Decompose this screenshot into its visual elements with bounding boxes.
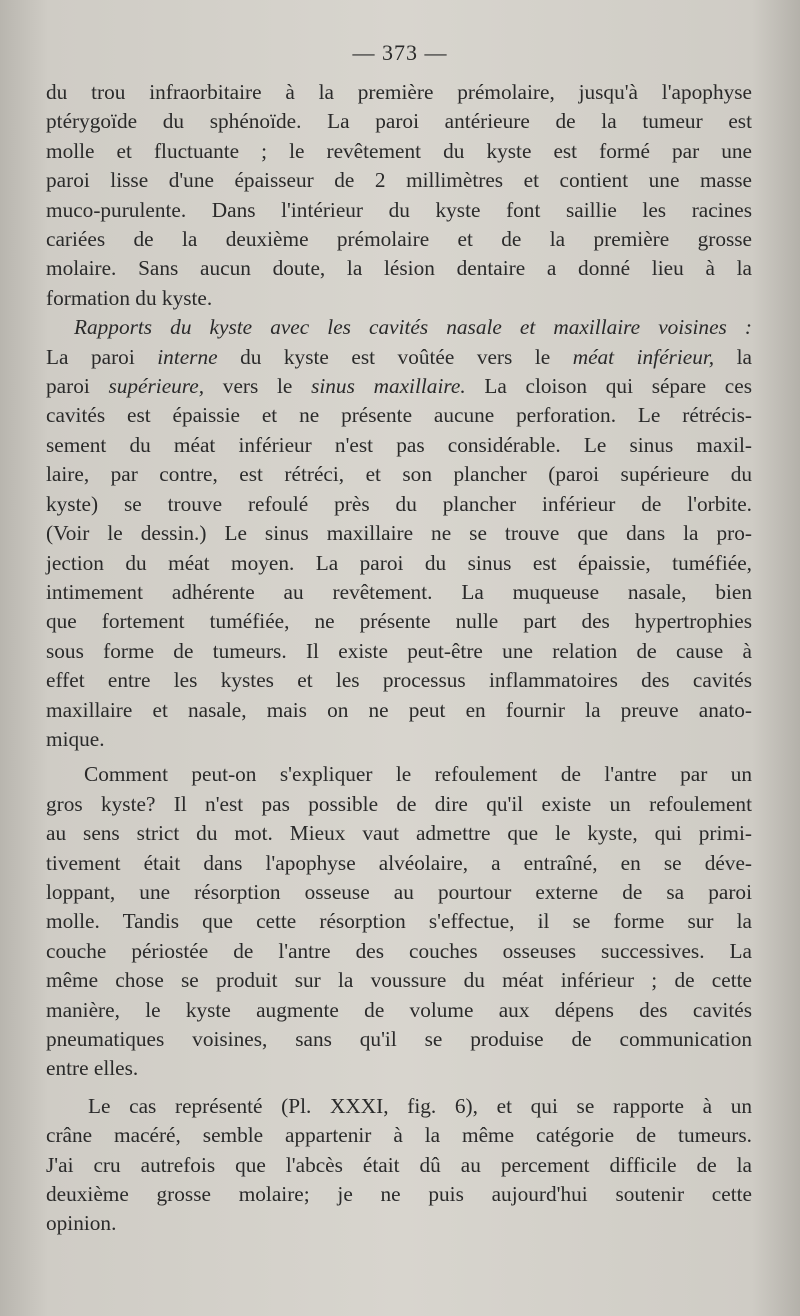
italic-heading-line xyxy=(46,313,752,342)
text-line: tivement était dans l'apophyse alvéolaire, a entraîné, en se déve- xyxy=(46,850,752,875)
text-line: formation du kyste. xyxy=(46,285,213,310)
italic-heading: Rapports du kyste avec les cavités nasale et maxillaire voisines : xyxy=(74,315,752,340)
text-line: manière, le kyste augmente de volume aux dépens des cavités xyxy=(46,997,752,1022)
text-line: même chose se produit sur la voussure du méat inférieur ; de cette xyxy=(46,968,752,993)
text-line: au sens strict du mot. Mieux vaut admettre que le kyste, qui primi- xyxy=(46,821,752,846)
text-line: sous forme de tumeurs. Il existe peut-être une relation de cause à xyxy=(46,638,752,663)
text-line: opinion. xyxy=(46,1211,117,1236)
text-line: (Voir le dessin.) Le sinus maxillaire ne se trouve que dans la pro- xyxy=(46,521,752,546)
text-line: sement du méat inférieur n'est pas considérable. Le sinus maxil- xyxy=(46,432,752,457)
text-line: molle et fluctuante ; le revêtement du kyste est formé par une xyxy=(46,138,752,163)
text-line: deuxième grosse molaire; je ne puis aujourd'hui soutenir cette xyxy=(46,1182,752,1207)
paragraph-3 xyxy=(46,760,752,1083)
page-number: — 373 — xyxy=(352,40,448,65)
text-line: molle. Tandis que cette résorption s'effectue, il se forme sur la xyxy=(46,909,752,934)
text-line: Le cas représenté (Pl. XXXI, fig. 6), et qui se rapporte à un xyxy=(88,1093,752,1118)
text-segment: du kyste est voûtée vers le xyxy=(217,344,573,369)
text-line: molaire. Sans aucun doute, la lésion dentaire a donné lieu à la xyxy=(46,256,752,281)
text-line: cavités est épaissie et ne présente aucune perforation. Le rétrécis- xyxy=(46,403,752,428)
text-line: J'ai cru autrefois que l'abcès était dû au percement difficile de la xyxy=(46,1152,752,1177)
text-line: crâne macéré, semble appartenir à la même catégorie de tumeurs. xyxy=(46,1123,752,1148)
text-line: gros kyste? Il n'est pas possible de dire qu'il existe un refoulement xyxy=(46,791,752,816)
text-segment: la xyxy=(714,344,752,369)
text-line: kyste) se trouve refoulé près du plancher inférieur de l'orbite. xyxy=(46,491,752,516)
text-line: couche périostée de l'antre des couches osseuses successives. La xyxy=(46,938,752,963)
italic-term: interne xyxy=(157,344,218,369)
italic-term: méat inférieur, xyxy=(572,344,715,369)
italic-term: supérieure, xyxy=(108,374,205,399)
text-line: effet entre les kystes et les processus inflammatoires des cavités xyxy=(46,668,752,693)
text-line: entre elles. xyxy=(46,1056,139,1081)
body-text xyxy=(46,78,752,1239)
text-line: maxillaire et nasale, mais on ne peut en fournir la preuve anato- xyxy=(46,697,752,722)
text-line: du trou infraorbitaire à la première prémolaire, jusqu'à l'apophyse xyxy=(46,80,752,104)
text-line xyxy=(46,343,752,372)
text-segment: vers le xyxy=(204,374,312,399)
text-line: paroi lisse d'une épaisseur de 2 millimètres et contient une masse xyxy=(46,168,752,193)
italic-term: sinus maxillaire. xyxy=(311,374,466,399)
text-segment: La paroi xyxy=(46,344,158,369)
text-line: intimement adhérente au revêtement. La muqueuse nasale, bien xyxy=(46,579,752,604)
text-segment: La cloison qui sépare ces xyxy=(465,374,752,399)
text-line: loppant, une résorption osseuse au pourtour externe de sa paroi xyxy=(46,879,752,904)
text-line: laire, par contre, est rétréci, et son plancher (paroi supérieure du xyxy=(46,462,752,487)
text-line: muco-purulente. Dans l'intérieur du kyste font saillie les racines xyxy=(46,197,752,222)
paragraph-4 xyxy=(46,1092,752,1239)
text-line: ptérygoïde du sphénoïde. La paroi antérieure de la tumeur est xyxy=(46,109,752,134)
text-line xyxy=(46,372,752,401)
text-line: Comment peut-on s'expliquer le refoulement de l'antre par un xyxy=(84,762,752,787)
text-segment: paroi xyxy=(46,374,109,399)
text-line: jection du méat moyen. La paroi du sinus est épaissie, tuméfiée, xyxy=(46,550,752,575)
text-line: mique. xyxy=(46,726,105,751)
paragraph-1 xyxy=(46,78,752,313)
text-line: pneumatiques voisines, sans qu'il se produise de communication xyxy=(46,1027,752,1051)
paragraph-2 xyxy=(46,313,752,754)
text-line: que fortement tuméfiée, ne présente nulle part des hypertrophies xyxy=(46,609,752,634)
text-line: cariées de la deuxième prémolaire et de la première grosse xyxy=(46,227,752,252)
